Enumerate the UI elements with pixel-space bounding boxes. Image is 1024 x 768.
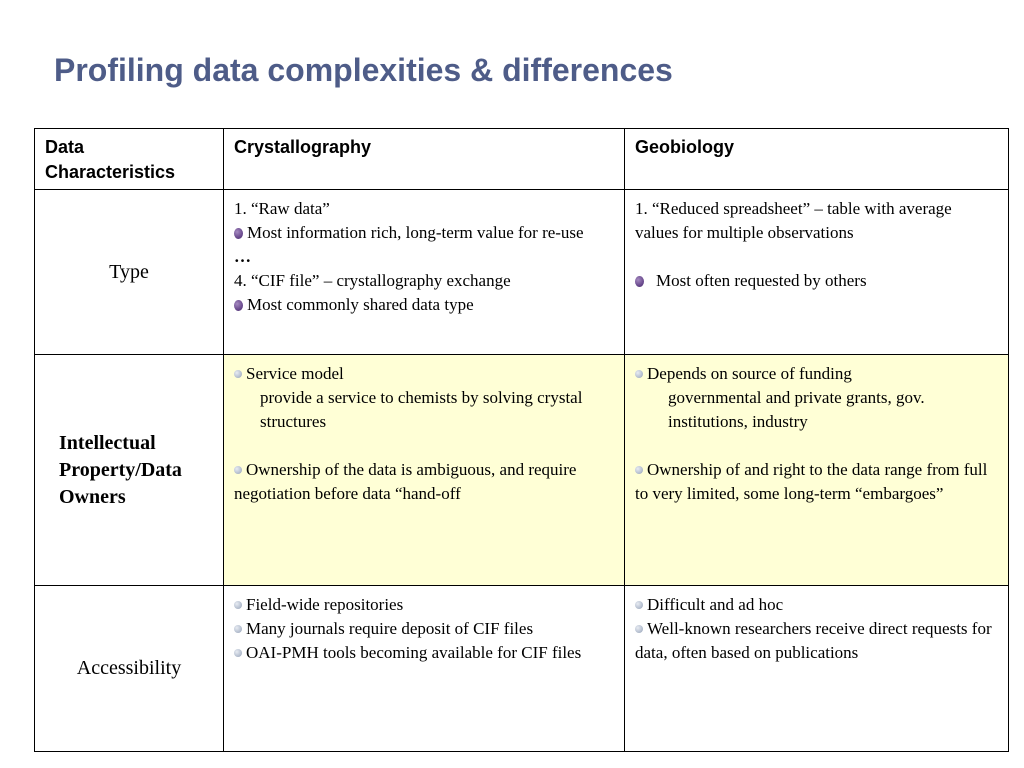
ip-crystallography-cell	[224, 355, 625, 586]
type-crystallography-cell	[224, 190, 625, 355]
type-cryst-item4-bullet: Most commonly shared data type	[247, 295, 474, 314]
ip-geobiology-cell	[625, 355, 1009, 586]
type-cryst-item4-heading: 4. “CIF file” – crystallography exchange	[234, 271, 511, 290]
acc-cryst-bullet: Field-wide repositories	[246, 595, 404, 614]
ip-cryst-bullet1: Service model	[246, 364, 344, 383]
table-header-row	[35, 129, 1009, 190]
type-cryst-item1-bullet: Most information rich, long-term value for re-use	[247, 223, 584, 242]
acc-cryst-bullet: OAI-PMH tools becoming available for CIF files	[246, 643, 582, 662]
table-row-accessibility	[35, 586, 1009, 752]
acc-geobiology-cell	[625, 586, 1009, 752]
acc-geo-bullet: Difficult and ad hoc	[647, 595, 784, 614]
purple-sphere-bullet-icon	[635, 276, 644, 287]
acc-cryst-bullet: Many journals require deposit of CIF files	[246, 619, 534, 638]
gray-sphere-bullet-icon	[635, 466, 643, 474]
gray-sphere-bullet-icon	[234, 601, 242, 609]
gray-sphere-bullet-icon	[635, 625, 643, 633]
purple-sphere-bullet-icon	[234, 300, 243, 311]
type-geobiology-cell	[625, 190, 1009, 355]
ip-cryst-bullet2: Ownership of the data is ambiguous, and require negotiation before data “hand-off	[234, 460, 577, 503]
type-geo-item1-heading: 1. “Reduced spreadsheet” – table with average values for multiple observations	[635, 199, 952, 242]
gray-sphere-bullet-icon	[234, 625, 242, 633]
type-cryst-ellipsis: …	[234, 247, 251, 266]
comparison-table	[34, 128, 1009, 752]
type-geo-item1-bullet: Most often requested by others	[656, 271, 867, 290]
ip-geo-bullet1-sub: governmental and private grants, gov. institutions, industry	[668, 388, 925, 431]
gray-sphere-bullet-icon	[234, 370, 242, 378]
gray-sphere-bullet-icon	[234, 466, 242, 474]
ip-geo-bullet1: Depends on source of funding	[647, 364, 852, 383]
row-label-ip: Intellectual Property/Data Owners	[59, 431, 182, 508]
row-label-ip-cell	[35, 355, 224, 586]
gray-sphere-bullet-icon	[635, 601, 643, 609]
acc-geo-bullet: Well-known researchers receive direct requests for data, often based on publications	[635, 619, 992, 662]
table-row-type	[35, 190, 1009, 355]
slide-title: Profiling data complexities & differences	[54, 52, 673, 88]
purple-sphere-bullet-icon	[234, 228, 243, 239]
header-crystallography: Crystallography	[234, 137, 372, 157]
acc-crystallography-cell	[224, 586, 625, 752]
ip-cryst-bullet1-sub: provide a service to chemists by solving crystal structures	[260, 388, 583, 431]
row-label-accessibility: Accessibility	[35, 586, 224, 752]
gray-sphere-bullet-icon	[635, 370, 643, 378]
gray-sphere-bullet-icon	[234, 649, 242, 657]
ip-geo-bullet2: Ownership of and right to the data range from full to very limited, some long-term “embargoes”	[635, 460, 988, 503]
type-cryst-item1-heading: 1. “Raw data”	[234, 199, 330, 218]
row-label-type: Type	[35, 190, 224, 355]
header-data-characteristics: Data Characteristics	[45, 137, 176, 182]
table-row-ip	[35, 355, 1009, 586]
header-geobiology: Geobiology	[635, 137, 734, 157]
